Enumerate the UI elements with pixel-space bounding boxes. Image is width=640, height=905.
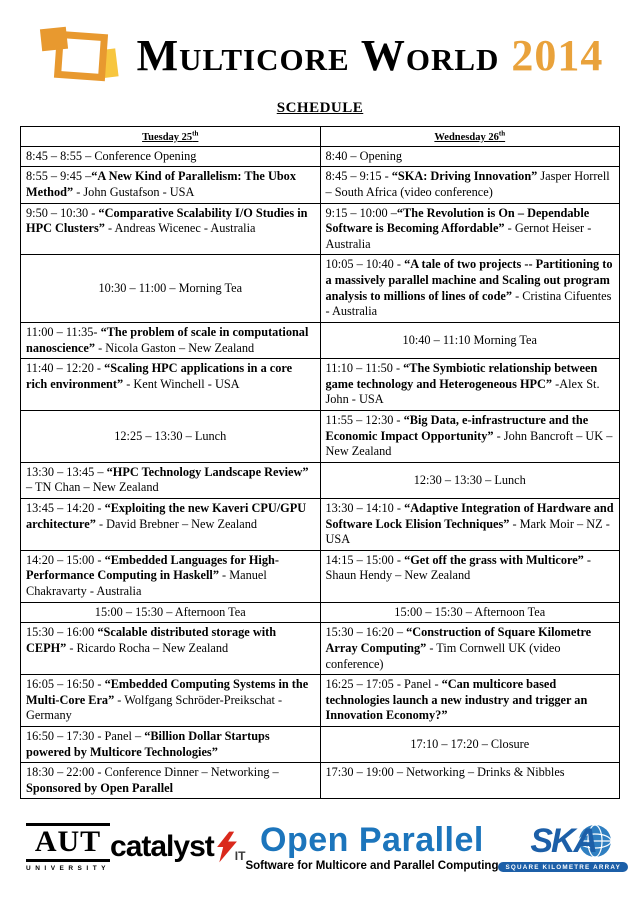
session-title: “Construction of Square Kilometre Array Computing” — [325, 625, 592, 655]
column-header-tuesday — [21, 127, 321, 147]
open-parallel-tagline: Software for Multicore and Parallel Computing — [245, 859, 499, 872]
session-text: Jasper Horrell – South Africa (video conference) — [325, 169, 610, 200]
schedule-cell — [21, 675, 321, 727]
schedule-row — [21, 203, 620, 255]
session-text: 13:45 – 14:20 - — [26, 501, 105, 516]
session-title: “Get off the grass with Multicore” — [404, 552, 584, 567]
schedule-cell — [21, 763, 321, 799]
session-text: 12:30 – 13:30 – Lunch — [413, 472, 526, 487]
schedule-cell — [320, 550, 620, 602]
session-text: 10:40 – 11:10 Morning Tea — [402, 332, 537, 347]
session-title: “The problem of scale in computational nanoscience” — [26, 324, 309, 355]
ska-logo-word — [530, 822, 596, 860]
session-text: 14:20 – 15:00 - — [26, 552, 105, 567]
session-text: – TN Chan – New Zealand — [26, 480, 159, 495]
session-title: “The Revolution is On – Dependable Software is Becoming Affordable” — [325, 205, 590, 236]
schedule-cell — [320, 462, 620, 498]
session-text: 8:55 – 9:45 – — [26, 169, 92, 184]
session-text: - Andreas Wicenec - Australia — [104, 221, 256, 236]
session-text: - John Bancroft – UK – New Zealand — [325, 428, 613, 459]
session-title: “The Symbiotic relationship between game technology and Heterogeneous HPC” — [325, 361, 598, 391]
brand-header — [20, 20, 620, 92]
session-text: 9:15 – 10:00 – — [325, 205, 397, 220]
session-title: “Embedded Languages for High-Performance Computing in Haskell” — [26, 552, 279, 583]
schedule-row — [21, 726, 620, 762]
schedule-row — [21, 167, 620, 203]
schedule-cell — [21, 255, 321, 322]
schedule-row — [21, 675, 620, 727]
session-text: 16:05 – 16:50 - — [26, 677, 105, 692]
session-text: 8:45 – 8:55 – Conference Opening — [26, 148, 197, 163]
aut-logo-text: AUT — [26, 823, 110, 862]
schedule-header-row — [21, 127, 620, 147]
schedule-cell — [320, 410, 620, 462]
schedule-cell — [320, 675, 620, 727]
session-text: - Manuel Chakravarty - Australia — [26, 568, 267, 599]
session-text: 13:30 – 14:10 - — [325, 501, 405, 516]
schedule-cell — [320, 146, 620, 167]
session-text: - David Brebner – New Zealand — [95, 516, 258, 531]
ska-logo — [498, 822, 628, 872]
page-title — [136, 31, 604, 80]
schedule-heading: SCHEDULE — [276, 100, 364, 116]
brand-year: 2014 — [511, 31, 604, 80]
aut-logo — [26, 823, 110, 872]
schedule-table — [20, 126, 620, 799]
session-text: 11:55 – 12:30 - — [325, 412, 404, 427]
schedule-cell — [21, 167, 321, 203]
schedule-row — [21, 322, 620, 358]
session-text: 15:30 – 16:20 – — [325, 625, 407, 640]
session-text: - Nicola Gaston – New Zealand — [95, 340, 255, 355]
schedule-row — [21, 255, 620, 322]
session-text: 10:05 – 10:40 - — [325, 257, 405, 272]
session-text: 11:10 – 11:50 - — [325, 361, 404, 376]
session-text: 13:30 – 13:45 – — [26, 464, 107, 479]
column-header-label: Wednesday 26th — [434, 129, 506, 143]
session-text: - Kent Winchell - USA — [123, 376, 240, 391]
session-title: “A tale of two projects -- Partitioning to a massively parallel machine and Scaling out program analysis to millions of lines of code” — [325, 257, 613, 303]
session-text: 15:00 – 15:30 – Afternoon Tea — [394, 604, 546, 619]
column-header-wednesday — [320, 127, 620, 147]
session-text: 11:00 – 11:35- — [26, 324, 101, 339]
session-text: 18:30 – 22:00 - Conference Dinner – Networking – — [26, 765, 279, 780]
schedule-cell — [320, 322, 620, 358]
session-text: 8:45 – 9:15 - — [325, 169, 392, 184]
schedule-cell — [320, 499, 620, 551]
session-text: 11:40 – 12:20 - — [26, 361, 105, 376]
session-text: 16:50 – 17:30 - Panel – — [26, 728, 145, 743]
brand-title-text: Multicore World — [136, 31, 500, 80]
schedule-row — [21, 146, 620, 167]
sponsor-logos — [26, 815, 621, 879]
schedule-cell — [320, 763, 620, 799]
session-text: 16:25 – 17:05 - Panel - — [325, 677, 442, 692]
session-title: “Scaling HPC applications in a core rich environment” — [26, 361, 293, 391]
schedule-cell — [21, 550, 321, 602]
session-text: 17:10 – 17:20 – Closure — [410, 736, 530, 751]
session-text: - Ricardo Rocha – New Zealand — [66, 640, 229, 655]
session-title: “Can multicore based technologies launch a new industry and trigger an Innovation Economy?” — [325, 677, 588, 723]
session-text: - Mark Moir – NZ - USA — [325, 516, 610, 547]
open-parallel-logo — [245, 823, 498, 872]
schedule-row — [21, 359, 620, 411]
session-title: Sponsored by Open Parallel — [26, 780, 174, 795]
schedule-cell — [21, 203, 321, 255]
schedule-row — [21, 763, 620, 799]
session-title: “Billion Dollar Startups powered by Multicore Technologies” — [26, 728, 270, 759]
ska-logo-subtext: SQUARE KILOMETRE ARRAY — [498, 862, 628, 872]
session-text: 17:30 – 19:00 – Networking – Drinks & Nibbles — [325, 765, 565, 780]
ska-logo-text: SKA — [530, 822, 597, 861]
catalyst-logo-subtext: IT — [234, 849, 246, 864]
session-text: - Shaun Hendy – New Zealand — [325, 552, 591, 583]
schedule-cell — [320, 359, 620, 411]
schedule-row — [21, 462, 620, 498]
session-text: - Gernot Heiser - Australia — [325, 221, 592, 251]
column-header-label: Tuesday 25th — [142, 129, 199, 143]
session-title: “HPC Technology Landscape Review” — [106, 464, 309, 479]
schedule-cell — [21, 602, 321, 623]
session-text: 10:30 – 11:00 – Morning Tea — [98, 280, 243, 295]
session-text: - John Gustafson - USA — [73, 185, 195, 200]
session-text: 8:40 – Opening — [325, 148, 403, 163]
schedule-cell — [21, 322, 321, 358]
schedule-cell — [320, 623, 620, 675]
schedule-cell — [320, 602, 620, 623]
session-text: 14:15 – 15:00 - — [325, 552, 405, 567]
schedule-row — [21, 602, 620, 623]
catalyst-logo — [110, 829, 245, 865]
schedule-cell — [320, 167, 620, 203]
schedule-row — [21, 499, 620, 551]
session-title: “Exploiting the new Kaveri CPU/GPU architecture” — [26, 501, 307, 531]
session-text: -Alex St. John - USA — [325, 376, 600, 407]
schedule-cell — [21, 146, 321, 167]
schedule-row — [21, 410, 620, 462]
session-title: “Big Data, e-infrastructure and the Economic Impact Opportunity” — [325, 412, 589, 443]
aut-logo-subtext: UNIVERSITY — [26, 864, 111, 872]
schedule-body — [21, 146, 620, 799]
session-text: - Tim Cornwell UK (video conference) — [325, 640, 561, 671]
schedule-cell — [21, 623, 321, 675]
session-text: 12:25 – 13:30 – Lunch — [114, 428, 227, 443]
session-title: “Comparative Scalability I/O Studies in HPC Clusters” — [26, 205, 308, 236]
session-title: “A New Kind of Parallelism: The Ubox Method” — [26, 169, 296, 200]
multicore-world-logo-icon — [37, 24, 125, 88]
catalyst-logo-text: catalyst — [110, 830, 214, 864]
session-title: “Adaptive Integration of Hardware and Software Lock Elision Techniques” — [325, 501, 614, 531]
schedule-cell — [320, 203, 620, 255]
session-text: 9:50 – 10:30 - — [26, 205, 99, 220]
schedule-row — [21, 623, 620, 675]
schedule-cell — [21, 726, 321, 762]
session-title: “Scalable distributed storage with CEPH” — [26, 625, 277, 655]
schedule-cell — [21, 359, 321, 411]
schedule-cell — [21, 499, 321, 551]
session-text: 15:00 – 15:30 – Afternoon Tea — [94, 604, 246, 619]
session-text: 15:30 – 16:00 — [26, 625, 98, 640]
session-text: - Wolfgang Schröder-Preikschat - Germany — [26, 692, 283, 723]
open-parallel-logo-text: Open Parallel — [260, 821, 484, 860]
schedule-cell — [21, 462, 321, 498]
schedule-row — [21, 550, 620, 602]
schedule-cell — [320, 255, 620, 322]
schedule-cell — [320, 726, 620, 762]
session-title: “Embedded Computing Systems in the Multi-Core Era” — [26, 677, 309, 707]
session-title: “SKA: Driving Innovation” — [391, 169, 538, 184]
schedule-cell — [21, 410, 321, 462]
session-text: - Cristina Cifuentes - Australia — [325, 288, 612, 319]
